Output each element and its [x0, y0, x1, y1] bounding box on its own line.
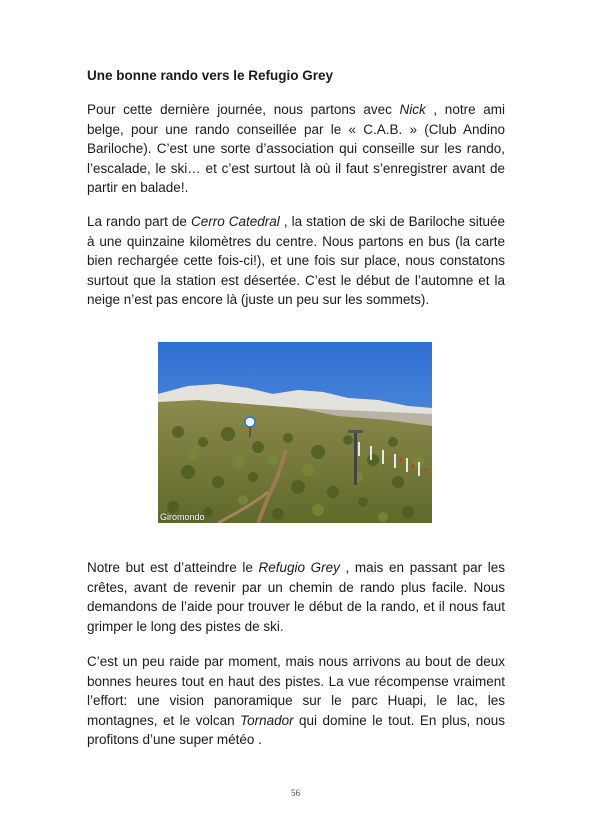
paragraph-1 — [87, 100, 505, 198]
section-heading: Une bonne rando vers le Refugio Grey — [87, 68, 334, 83]
paragraph-2 — [87, 212, 505, 310]
page-number: 56 — [291, 788, 300, 798]
paragraph-3-text-b: , mais en passant par les crêtes, avant de revenir par un chemin de rando plus facile. Nous demandons de l’aide pour trouver le début de la rando, et il nous faut grimper le long des pistes de ski. — [87, 560, 505, 634]
paragraph-1-text-a: Pour cette dernière journée, nous partons avec — [87, 102, 400, 117]
photo-watermark: Giromondo — [160, 512, 205, 522]
paragraph-2-text-a: La rando part de — [87, 214, 191, 229]
mountain-ski-slope-photo — [158, 342, 432, 523]
paragraph-3 — [87, 558, 505, 636]
paragraph-4-text-b: qui domine le tout. En plus, nous profitons d’une super météo . — [87, 712, 505, 748]
paragraph-1-emphasis: Nick — [399, 102, 426, 117]
paragraph-2-text-b: , la station de ski de Bariloche située à une quinzaine kilomètres du centre. Nous partons en bus (la carte bien rechargée cette fois-ci!), et une fois sur place, nous constatons surtout que la station est désertée. C’est le début de l’automne et la neige n’est pas encore là (juste un peu sur les sommets). — [87, 214, 505, 308]
paragraph-3-text-a: Notre but est d’atteindre le — [87, 560, 259, 575]
paragraph-4-emphasis: Tornador — [240, 712, 294, 728]
paragraph-3-emphasis: Refugio Grey — [258, 560, 340, 575]
paragraph-1-text-b: , notre ami belge, pour une rando conseillée par le « C.A.B. » (Club Andino Bariloche). C’est une sorte d’association qui conseille sur les rando, l’escalade, le ski… et c’est surtout là où il faut s’enregistrer avant de partir en balade!. — [87, 102, 505, 196]
ski-lift-sign-icon — [245, 417, 255, 427]
paragraph-4-text-a: C’est un peu raide par moment, mais nous arrivons au bout de deux bonnes heures tout en haut des pistes. La vue récompense vraiment l’effort: une vision panoramique sur le parc Huapi, le lac, les montagnes, et le volcan — [87, 654, 505, 728]
paragraph-4 — [87, 652, 505, 750]
paragraph-2-emphasis: Cerro Catedral — [190, 214, 280, 229]
